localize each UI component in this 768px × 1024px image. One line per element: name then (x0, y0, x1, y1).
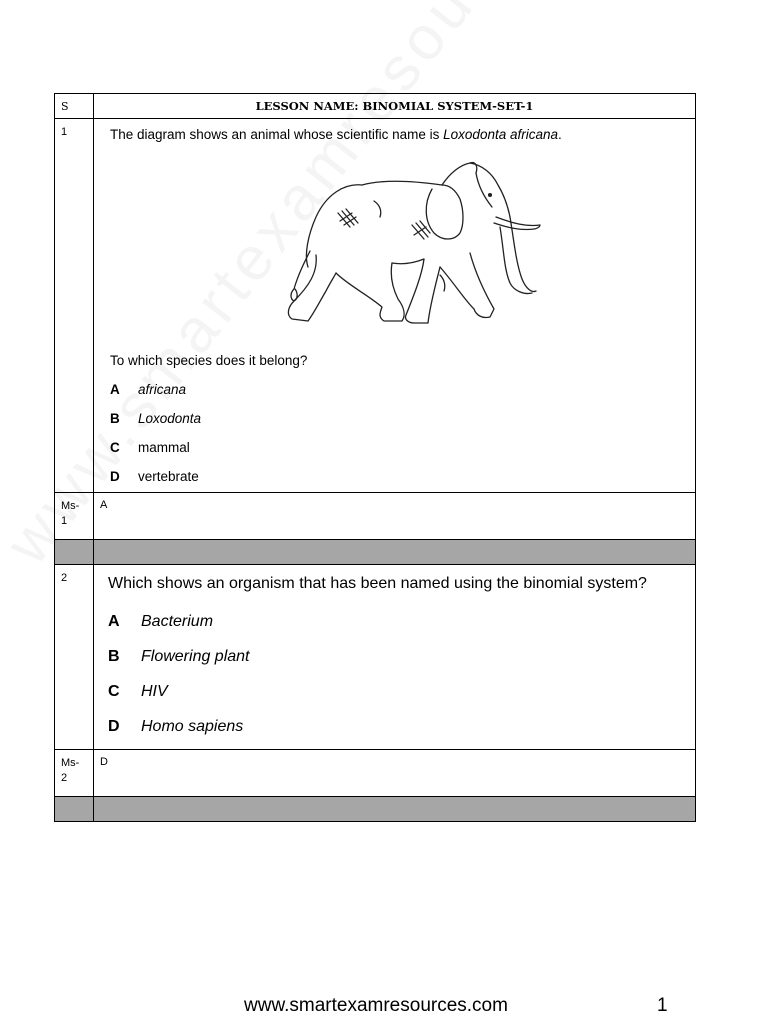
page-number: 1 (657, 995, 668, 1016)
mark-scheme-answer: A (100, 499, 108, 511)
footer-website: www.smartexamresources.com (244, 995, 508, 1016)
scientific-name: Loxodonta africana (443, 127, 558, 142)
question-number: 1 (55, 119, 94, 493)
option-c: C mammal (110, 440, 190, 455)
mark-scheme-answer-cell (94, 493, 696, 540)
question-number: 2 (55, 565, 94, 750)
mark-scheme-row-1 (55, 493, 696, 540)
mark-scheme-row-2 (55, 750, 696, 797)
table-header-row (55, 94, 696, 119)
option-d: D Homo sapiens (108, 718, 244, 735)
lesson-title: LESSON NAME: BINOMIAL SYSTEM-SET-1 (94, 94, 696, 119)
question-2-content (94, 565, 696, 750)
question-2-stem: Which shows an organism that has been named using the binomial system? (108, 575, 647, 592)
option-b: B Flowering plant (108, 648, 250, 665)
mark-scheme-label: Ms- 2 (55, 750, 94, 797)
question-row-1 (55, 119, 696, 493)
question-1-prompt: To which species does it belong? (110, 353, 308, 368)
question-table (54, 93, 696, 822)
s-column-header: S (55, 94, 94, 119)
mark-scheme-answer: D (100, 756, 108, 768)
separator-row (55, 540, 696, 565)
option-c: C HIV (108, 683, 168, 700)
question-1-content (94, 119, 696, 493)
question-row-2 (55, 565, 696, 750)
option-d: D vertebrate (110, 469, 199, 484)
mark-scheme-label: Ms- 1 (55, 493, 94, 540)
elephant-illustration (264, 155, 544, 325)
question-1-stem: The diagram shows an animal whose scientific name is Loxodonta africana. (110, 127, 562, 142)
option-a: A Bacterium (108, 613, 214, 630)
mark-scheme-answer-cell (94, 750, 696, 797)
separator-row (55, 797, 696, 822)
option-b: B Loxodonta (110, 411, 202, 426)
option-a: A africana (110, 382, 187, 397)
